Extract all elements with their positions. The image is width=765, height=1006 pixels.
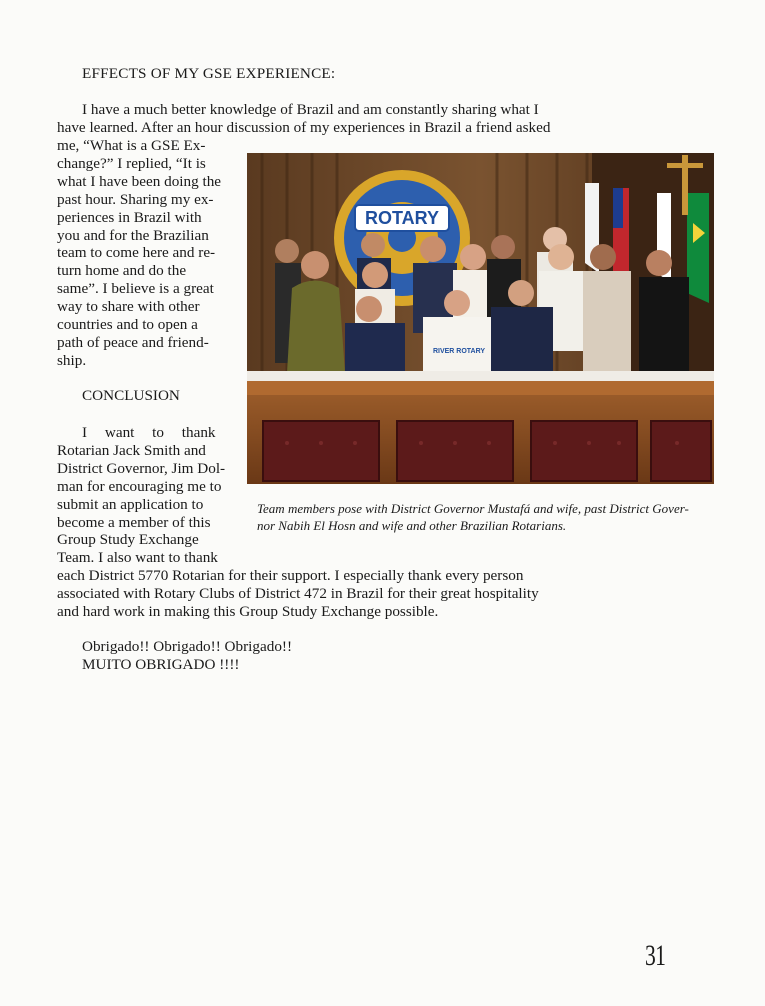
text-line: MUITO OBRIGADO !!!!	[82, 655, 240, 673]
text-line: each District 5770 Rotarian for their support. I especially thank every person	[57, 567, 524, 584]
text-line: way to share with other	[57, 298, 200, 316]
text-line: I want to thank	[82, 424, 216, 441]
text-line: me, “What is a GSE Ex-	[57, 137, 206, 154]
text-line: Obrigado!! Obrigado!! Obrigado!!	[82, 638, 293, 655]
text-line: have learned. After an hour discussion of my experiences in Brazil a friend asked	[57, 118, 551, 136]
section-heading-conclusion: CONCLUSION	[82, 387, 180, 404]
text-line: Rotarian Jack Smith and	[57, 441, 206, 459]
text-line: you and for the Brazilian	[57, 226, 209, 244]
rotary-banner-text: ROTARY	[365, 208, 439, 228]
text-line: what I have been doing the	[57, 172, 222, 190]
text-line: team to come here and re-	[57, 244, 216, 262]
text-line: countries and to open a	[57, 316, 198, 334]
text-line: and hard work in making this Group Study Exchange possible.	[57, 602, 439, 620]
photo-caption	[257, 501, 719, 534]
text-line: Team. I also want to thank	[57, 549, 218, 567]
text-line: District Governor, Jim Dol-	[57, 459, 226, 477]
text-line: man for encouraging me to	[57, 477, 222, 495]
text-line: path of peace and friend-	[57, 333, 209, 351]
text-line: I have a much better knowledge of Brazil and am constantly sharing what I	[82, 101, 539, 118]
caption-line: Team members pose with District Governor Mustafá and wife, past District Gover-	[257, 501, 689, 516]
text-line: become a member of this	[57, 513, 211, 531]
paragraph-intro-continued	[57, 137, 232, 370]
paragraph-conclusion-continued	[57, 567, 589, 621]
text-line: past hour. Sharing my ex-	[57, 190, 214, 208]
text-line: Group Study Exchange	[57, 531, 199, 549]
shirt-text: RIVER ROTARY	[432, 348, 486, 355]
text-line: ship.	[57, 351, 87, 369]
closing-thanks	[82, 638, 292, 674]
group-photo	[247, 153, 714, 484]
text-line: change?” I replied, “It is	[57, 154, 206, 172]
section-heading-effects: EFFECTS OF MY GSE EXPERIENCE:	[82, 65, 336, 82]
caption-line: nor Nabih El Hosn and wife and other Brazilian Rotarians.	[257, 517, 567, 533]
text-line: associated with Rotary Clubs of District 472 in Brazil for their great hospitality	[57, 584, 539, 602]
text-line: submit an application to	[57, 495, 204, 513]
paragraph-intro	[57, 101, 587, 137]
page-number: 31	[645, 939, 666, 972]
text-line: same”. I believe is a great	[57, 280, 214, 298]
text-line: turn home and do the	[57, 262, 187, 280]
paragraph-conclusion	[57, 424, 232, 567]
text-line: periences in Brazil with	[57, 208, 202, 226]
